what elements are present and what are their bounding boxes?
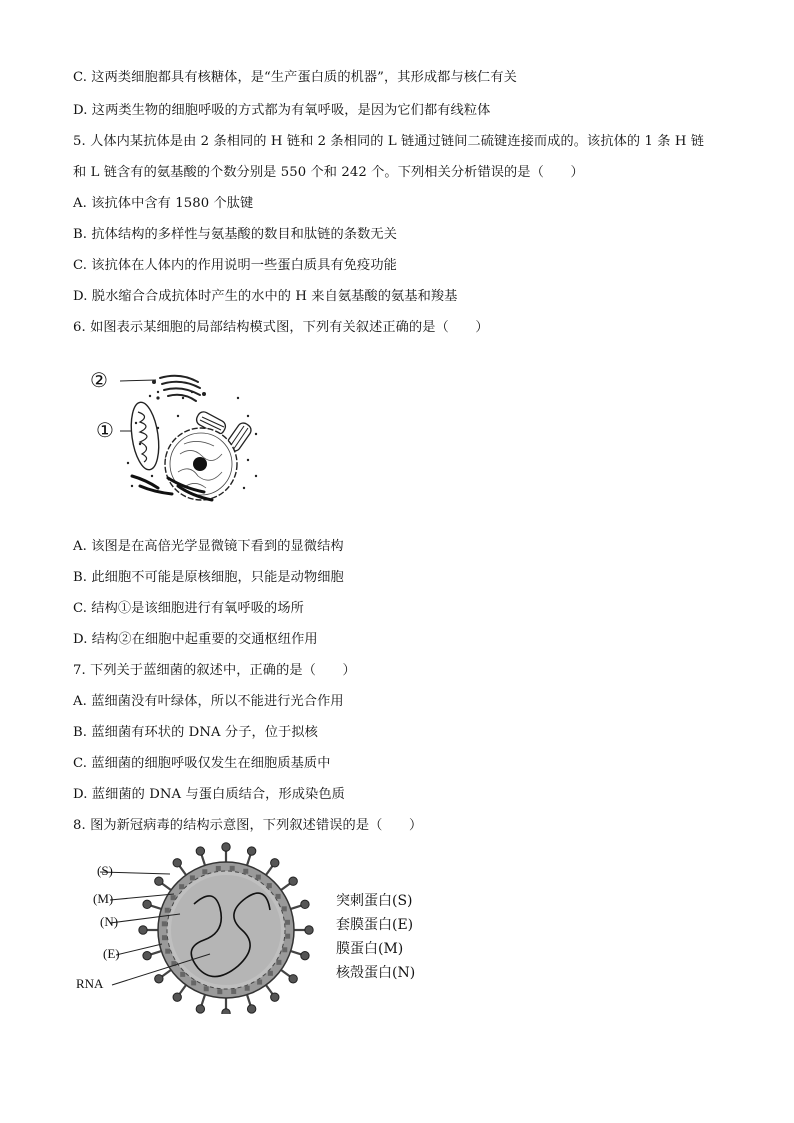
question-5-stem-line1: 5. 人体内某抗体是由 2 条相同的 H 链和 2 条相同的 L 链通过链间二硫键连接而成的。该抗体的 1 条 H 链	[73, 134, 705, 149]
spike-head	[155, 877, 163, 885]
membrane-protein-mark	[179, 884, 184, 889]
membrane-protein-mark	[190, 875, 195, 880]
option-4c: C. 这两类细胞都具有核糖体，是“生产蛋白质的机器”，其形成都与核仁有关	[73, 70, 517, 85]
legend-nucleocapsid: 核殼蛋白(N)	[336, 965, 416, 981]
question-7-stem: 7. 下列关于蓝细菌的叙述中，正确的是（ ）	[73, 663, 356, 678]
spike-head	[222, 1009, 230, 1014]
legend-envelope: 套膜蛋白(E)	[336, 917, 414, 933]
membrane-protein-mark	[243, 869, 248, 874]
spike-head	[247, 1005, 255, 1013]
virus-structure-figure	[70, 842, 340, 1014]
spike-label: (S)	[97, 863, 113, 878]
spike-head	[247, 847, 255, 855]
option-5b: B. 抗体结构的多样性与氨基酸的数目和肽链的条数无关	[73, 227, 397, 242]
structure-2-label: ②	[90, 368, 108, 392]
membrane-protein-mark	[267, 883, 272, 888]
membrane-protein-mark	[285, 934, 290, 939]
membrane-protein-mark	[162, 921, 167, 926]
spike-head	[222, 843, 230, 851]
membrane-protein-mark	[285, 920, 290, 925]
membrane-protein-mark	[191, 980, 196, 985]
spike-head	[173, 859, 181, 867]
membrane-protein-mark	[165, 949, 170, 954]
spike-head	[305, 926, 313, 934]
spike-head	[289, 877, 297, 885]
question-6-stem: 6. 如图表示某细胞的局部结构模式图，下列有关叙述正确的是（ ）	[73, 320, 489, 335]
option-6d: D. 结构②在细胞中起重要的交通枢纽作用	[73, 632, 318, 647]
envelope-label: (E)	[103, 946, 120, 961]
membrane-protein-mark	[256, 875, 261, 880]
option-7a: A. 蓝细菌没有叶绿体，所以不能进行光合作用	[73, 694, 344, 709]
membrane-protein-mark	[180, 972, 185, 977]
membrane-protein-mark	[276, 894, 281, 899]
legend-spike: 突刺蛋白(S)	[336, 893, 413, 909]
membrane-protein-label: (M)	[93, 891, 114, 906]
question-5-stem-line2: 和 L 链含有的氨基酸的个数分别是 550 个和 242 个。下列相关分析错误的是（ ）	[73, 165, 584, 180]
membrane-protein-mark	[230, 866, 235, 871]
option-7d: D. 蓝细菌的 DNA 与蛋白质结合，形成染色质	[73, 787, 345, 802]
membrane-protein-mark	[282, 906, 287, 911]
spike-head	[143, 951, 151, 959]
option-6b: B. 此细胞不可能是原核细胞，只能是动物细胞	[73, 570, 344, 585]
membrane-protein-mark	[216, 866, 221, 871]
membrane-protein-mark	[202, 869, 207, 874]
spike-head	[271, 859, 279, 867]
membrane-protein-mark	[231, 989, 236, 994]
spike-head	[173, 993, 181, 1001]
spike-head	[301, 951, 309, 959]
rna-label: RNA	[76, 976, 104, 991]
option-6a: A. 该图是在高倍光学显微镜下看到的显微结构	[73, 539, 344, 554]
membrane-protein-mark	[245, 986, 250, 991]
option-5d: D. 脱水缩合合成抗体时产生的水中的 H 来自氨基酸的氨基和羧基	[73, 289, 458, 304]
nucleocapsid-label: (N)	[100, 914, 119, 929]
spike-head	[139, 926, 147, 934]
spike-head	[301, 900, 309, 908]
option-7c: C. 蓝细菌的细胞呼吸仅发生在细胞质基质中	[73, 756, 331, 771]
membrane-protein-mark	[282, 947, 287, 952]
membrane-protein-mark	[217, 989, 222, 994]
question-8-stem: 8. 图为新冠病毒的结构示意图，下列叙述错误的是（ ）	[73, 818, 423, 833]
option-5a: A. 该抗体中含有 1580 个肽键	[73, 196, 254, 211]
legend-membrane: 膜蛋白(M)	[336, 941, 404, 957]
membrane-protein-mark	[204, 986, 209, 991]
option-4d: D. 这两类生物的细胞呼吸的方式都为有氧呼吸，是因为它们都有线粒体	[73, 103, 491, 118]
option-6c: C. 结构①是该细胞进行有氧呼吸的场所	[73, 601, 304, 616]
membrane-protein-mark	[268, 971, 273, 976]
spike-head	[196, 847, 204, 855]
membrane-protein-mark	[165, 908, 170, 913]
option-5c: C. 该抗体在人体内的作用说明一些蛋白质具有免疫功能	[73, 258, 397, 273]
structure-1-label: ①	[96, 418, 114, 442]
membrane-protein-mark	[162, 935, 167, 940]
membrane-protein-mark	[276, 960, 281, 965]
membrane-protein-mark	[171, 895, 176, 900]
cell-structure-figure	[88, 368, 268, 504]
membrane-protein-mark	[257, 980, 262, 985]
spike-head	[143, 900, 151, 908]
option-7b: B. 蓝细菌有环状的 DNA 分子，位于拟核	[73, 725, 318, 740]
spike-head	[196, 1005, 204, 1013]
spike-head	[271, 993, 279, 1001]
spike-head	[289, 975, 297, 983]
spike-head	[155, 975, 163, 983]
